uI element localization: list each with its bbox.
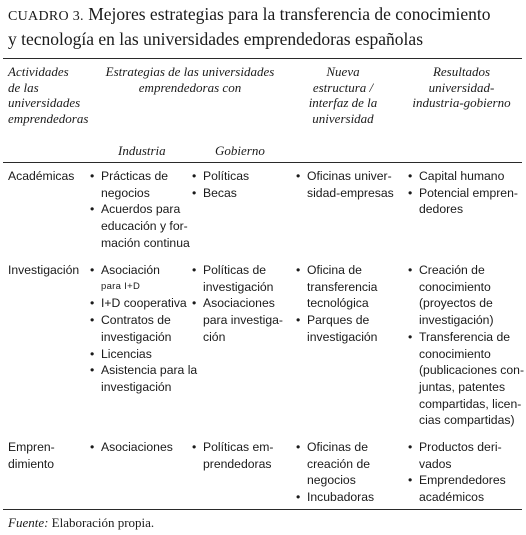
row-emprendimiento-estructura xyxy=(296,439,404,506)
table-title xyxy=(8,3,523,50)
row-emprendimiento-industria xyxy=(90,439,198,456)
row-academicas-resultados xyxy=(408,168,524,218)
list-item: • Licencias xyxy=(90,346,152,361)
row-academicas-gobierno xyxy=(192,168,292,201)
list-item: • Asistencia para la investigación xyxy=(90,363,198,394)
list-item: • Capital humano xyxy=(408,169,505,183)
list-item: • Prácticas de negocios xyxy=(90,169,169,200)
header-actividades: Actividades de las universidades emprendedoras xyxy=(8,64,89,126)
title-line-1: Mejores estrategias para la transferencia de conocimiento xyxy=(88,4,491,24)
source-label: Fuente: xyxy=(8,515,49,530)
row-academicas-industria xyxy=(90,168,198,252)
list-item: • Políticas em- prendedoras xyxy=(192,440,274,471)
bottom-rule xyxy=(3,509,522,510)
row-investigacion-estructura xyxy=(296,262,404,346)
row-emprendimiento-activity: Empren- dimiento xyxy=(8,440,55,471)
header-resultados: Resultados universidad- industria-gobierno xyxy=(412,64,511,111)
header-rule xyxy=(3,162,522,163)
source-text: Elaboración propia. xyxy=(51,515,155,530)
row-investigacion-activity: Investigación xyxy=(8,263,80,277)
header-industria: Industria xyxy=(118,143,166,158)
row-academicas-estructura xyxy=(296,168,404,201)
top-rule xyxy=(3,58,522,59)
list-item: • Productos deri- vados xyxy=(408,440,502,471)
list-item: • Becas xyxy=(192,185,237,200)
table-source-note xyxy=(8,515,154,531)
header-estrategias: Estrategias de las universidades emprendedoras con xyxy=(105,64,275,95)
table-label: CUADRO 3. xyxy=(8,9,84,24)
list-item: • Parques de investigación xyxy=(296,313,378,344)
row-emprendimiento-gobierno xyxy=(192,439,292,472)
list-item: • Contratos de investigación xyxy=(90,313,172,344)
list-item: • Políticas de investigación xyxy=(192,263,274,294)
list-item: • Asociación para I+D xyxy=(90,263,160,292)
list-item: • Oficinas univer- sidad-empresas xyxy=(296,169,394,200)
title-line-2: y tecnología en las universidades emprendedoras españolas xyxy=(8,29,424,49)
header-gobierno: Gobierno xyxy=(215,143,265,158)
list-item: • Asociaciones xyxy=(90,440,173,454)
list-item: • Emprendedores académicos xyxy=(408,473,506,505)
row-investigacion-industria xyxy=(90,262,198,396)
list-item: • Incubadoras xyxy=(296,490,375,505)
list-item: • Oficina de transferencia tecnológica xyxy=(296,263,378,311)
list-item: • Transferencia de conocimiento (publicaciones con- juntas, patentes compartidas, licen- cias compartidas) xyxy=(408,329,525,428)
row-investigacion-gobierno xyxy=(192,262,292,346)
row-investigacion-resultados xyxy=(408,262,524,429)
list-item: • Oficinas de creación de negocios xyxy=(296,440,371,488)
list-item: • Políticas xyxy=(192,169,250,183)
row-academicas-activity: Académicas xyxy=(8,169,75,183)
row-emprendimiento-resultados xyxy=(408,439,524,506)
list-item: • Potencial empren- dedores xyxy=(408,185,518,217)
list-item: • Asociaciones para investiga- ción xyxy=(192,296,283,344)
list-item: • Acuerdos para educación y for- mación continua xyxy=(90,202,190,250)
list-item: • Creación de conocimiento (proyectos de investigación) xyxy=(408,263,494,328)
header-nueva-estructura: Nueva estructura / interfaz de la universidad xyxy=(308,64,378,126)
list-item: • I+D cooperativa xyxy=(90,296,187,311)
